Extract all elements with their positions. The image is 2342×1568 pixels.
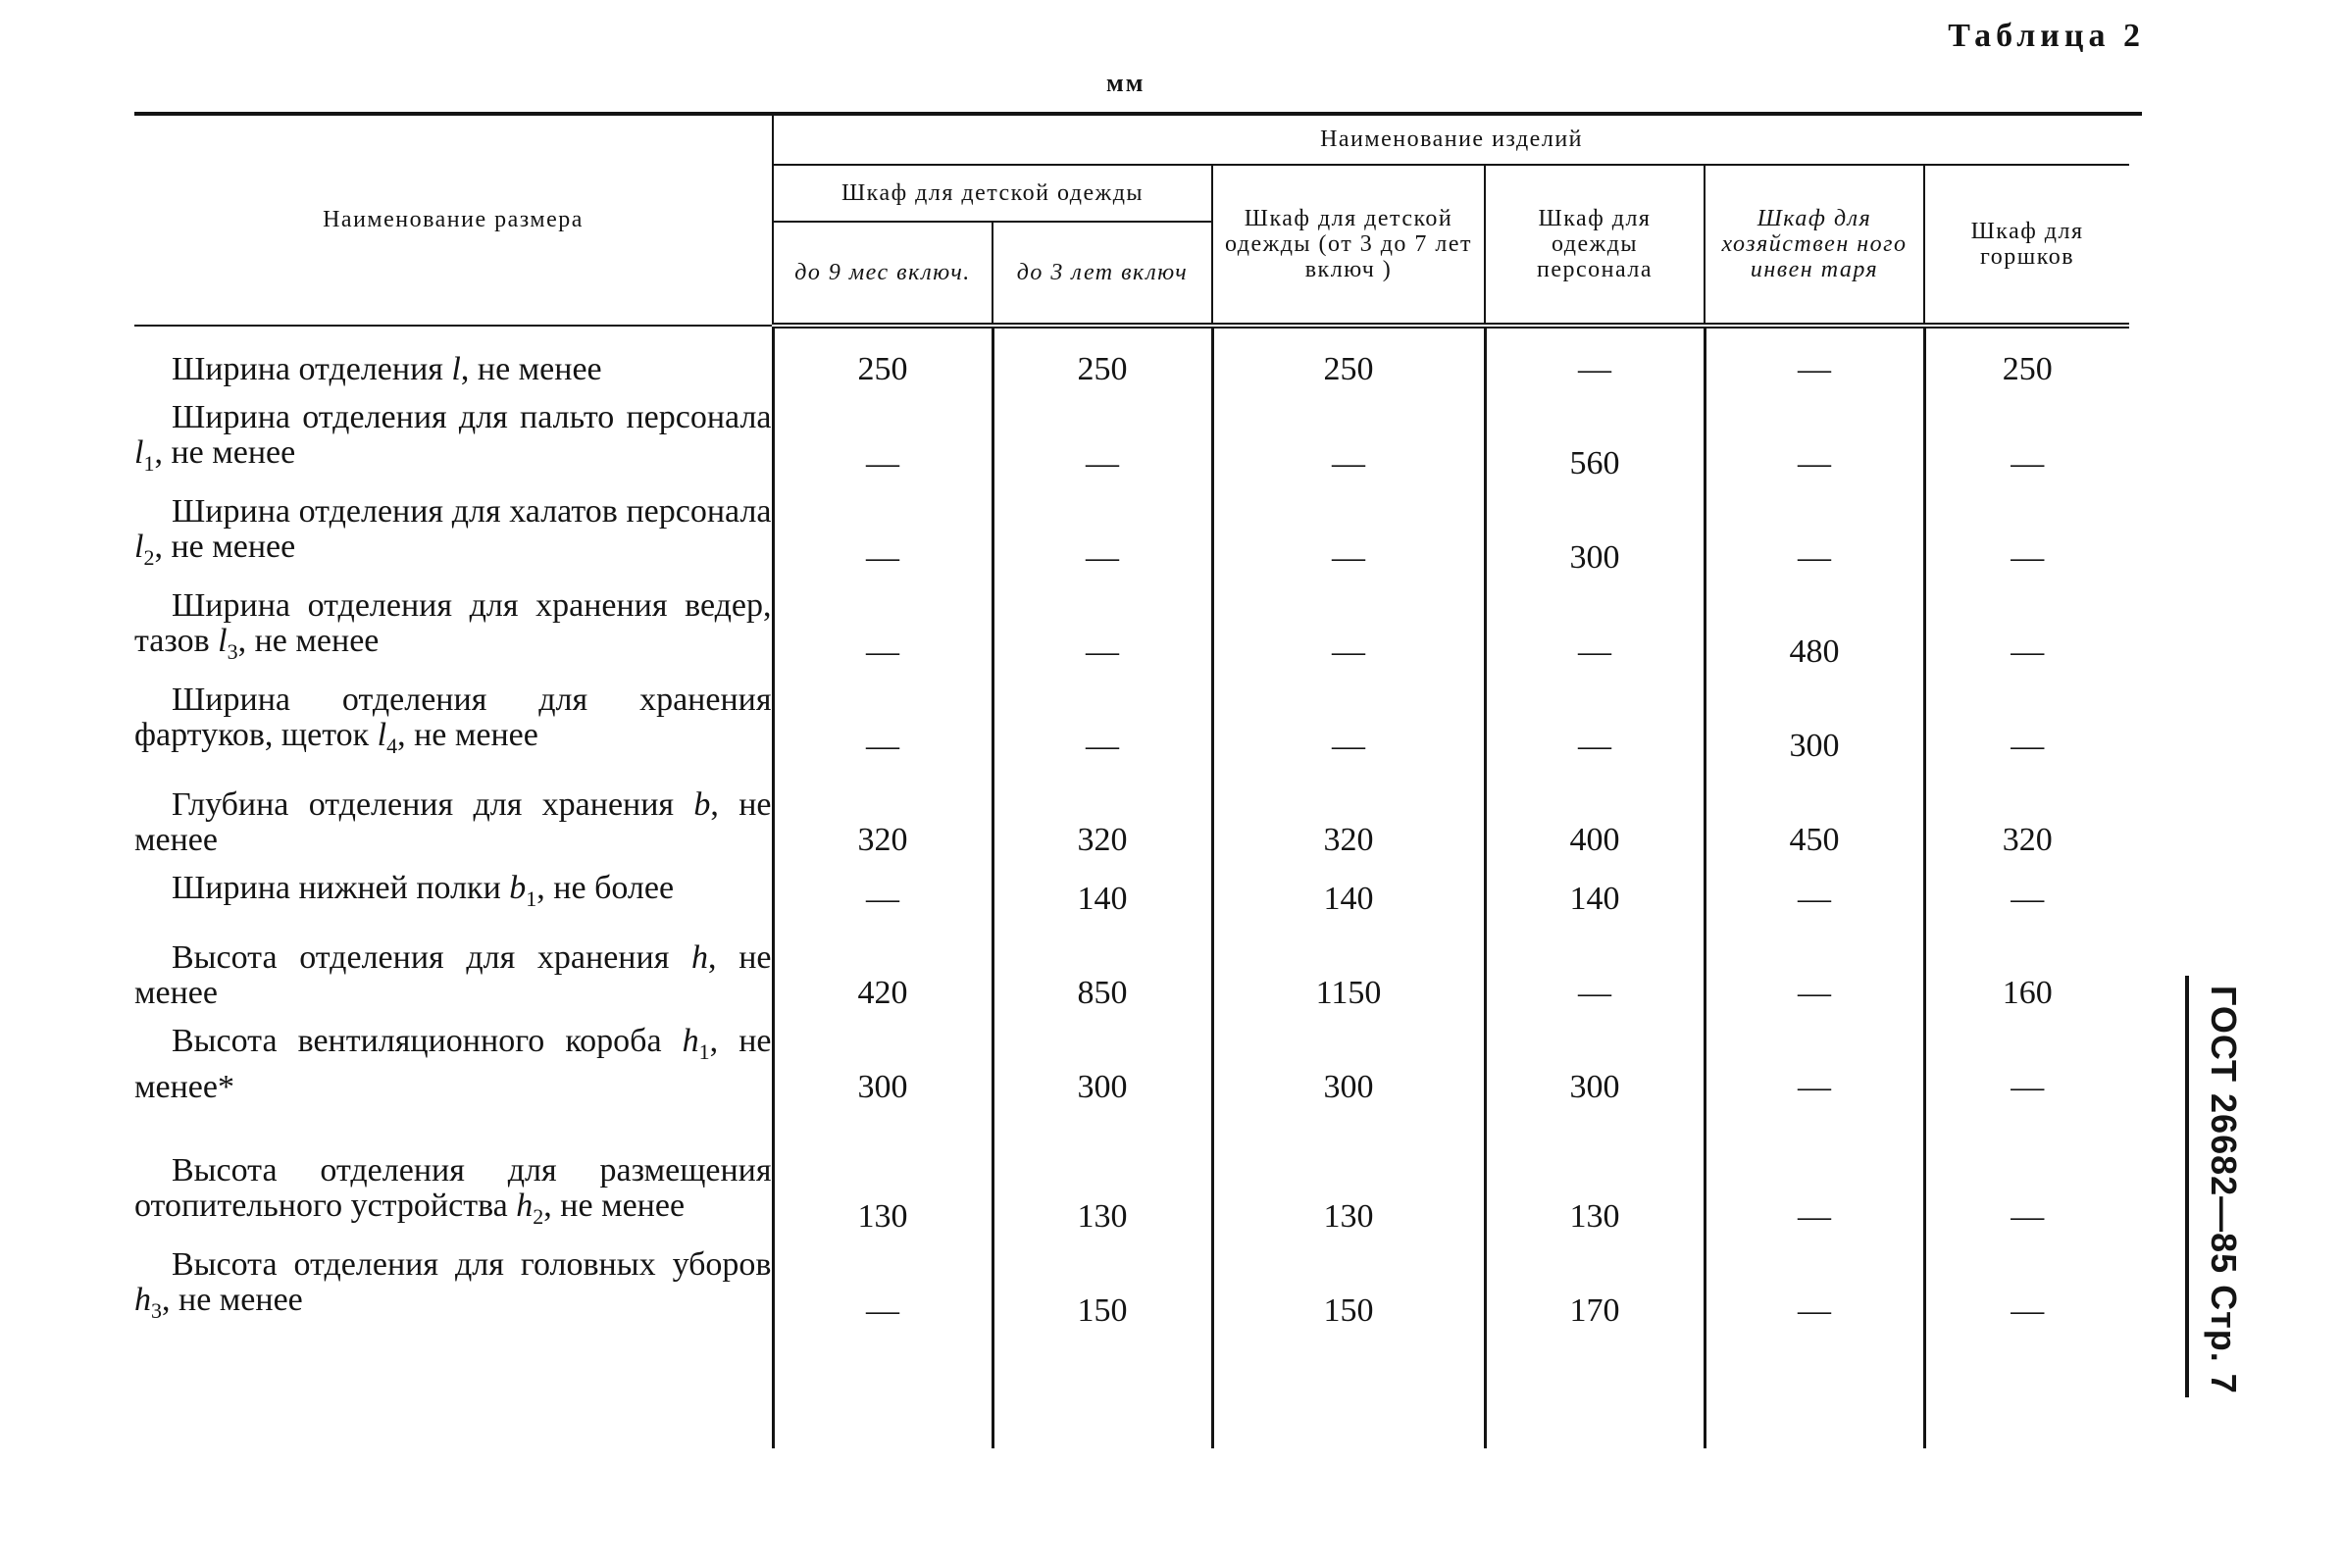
row-value: — xyxy=(1705,393,1924,487)
row-label xyxy=(134,864,773,923)
row-label-text: Ширина отделения для хранения ведер, тазов $l_3$, не менее xyxy=(134,587,772,664)
row-value: — xyxy=(1212,393,1485,487)
row-value: — xyxy=(773,582,993,676)
row-label xyxy=(134,582,773,676)
row-value: 320 xyxy=(1924,770,2129,864)
row-value: 250 xyxy=(773,326,993,393)
row-value: 250 xyxy=(1924,326,2129,393)
row-label xyxy=(134,326,773,393)
row-value: 140 xyxy=(1485,864,1705,923)
row-value: — xyxy=(1705,923,1924,1017)
row-value: — xyxy=(1924,487,2129,582)
row-value: 480 xyxy=(1705,582,1924,676)
row-value: 130 xyxy=(773,1111,993,1240)
table-row xyxy=(134,864,2129,923)
table-row xyxy=(134,487,2129,582)
row-value: 400 xyxy=(1485,770,1705,864)
row-label-text: Ширина отделения l, не менее xyxy=(172,351,602,387)
side-stamp-text: ГОСТ 26682—85 Стр. 7 xyxy=(2204,986,2244,1394)
row-value: — xyxy=(1485,582,1705,676)
row-label-text: Ширина отделения для хранения фартуков, щеток $l_4$, не менее xyxy=(134,682,772,758)
row-label-text: Высота отделения для хранения h, не менее xyxy=(134,939,772,1011)
row-value: — xyxy=(1924,1240,2129,1335)
header-kids-3-to-7: Шкаф для детской одежды (от 3 до 7 лет включ ) xyxy=(1212,165,1485,326)
row-value: — xyxy=(1924,582,2129,676)
table-row xyxy=(134,770,2129,864)
table-title: Таблица 2 xyxy=(1948,18,2145,54)
header-size-name: Наименование размера xyxy=(134,115,773,326)
header-products-group: Наименование изделий xyxy=(773,115,2129,165)
row-value: — xyxy=(993,582,1212,676)
row-value: — xyxy=(993,393,1212,487)
table-row xyxy=(134,326,2129,393)
row-label xyxy=(134,1017,773,1111)
row-value: — xyxy=(1705,1017,1924,1111)
row-label xyxy=(134,1111,773,1240)
table-body xyxy=(134,326,2129,1448)
row-value: 170 xyxy=(1485,1240,1705,1335)
row-value: — xyxy=(1705,1240,1924,1335)
row-value: — xyxy=(1485,326,1705,393)
row-value: 140 xyxy=(993,864,1212,923)
row-label-text: Ширина отделения для пальто персонала $l_1$, не менее xyxy=(134,399,772,476)
units-label: мм xyxy=(1106,69,1146,97)
row-value: — xyxy=(1485,923,1705,1017)
header-household-wardrobe: Шкаф для хозяйствен ного инвен таря xyxy=(1705,165,1924,326)
row-value: 300 xyxy=(1212,1017,1485,1111)
table-spacer-row xyxy=(134,1335,2129,1448)
row-label-text: Ширина отделения для халатов персонала $l_2$, не менее xyxy=(134,493,772,570)
row-value: — xyxy=(1485,676,1705,770)
row-value: 320 xyxy=(1212,770,1485,864)
row-label xyxy=(134,676,773,770)
row-value: 300 xyxy=(1485,487,1705,582)
row-value: 560 xyxy=(1485,393,1705,487)
row-value: — xyxy=(773,676,993,770)
row-value: 130 xyxy=(993,1111,1212,1240)
row-value: 300 xyxy=(993,1017,1212,1111)
row-value: — xyxy=(1705,1111,1924,1240)
row-value: — xyxy=(773,393,993,487)
row-value: 150 xyxy=(1212,1240,1485,1335)
row-label-text: Глубина отделения для хранения b, не менее xyxy=(134,786,772,858)
row-value: 300 xyxy=(773,1017,993,1111)
row-value: — xyxy=(1924,676,2129,770)
row-value: 1150 xyxy=(1212,923,1485,1017)
row-value: — xyxy=(773,487,993,582)
row-value: — xyxy=(1705,487,1924,582)
row-value: — xyxy=(1212,582,1485,676)
row-value: 850 xyxy=(993,923,1212,1017)
row-value: — xyxy=(993,487,1212,582)
row-value: — xyxy=(1705,326,1924,393)
row-value: 130 xyxy=(1212,1111,1485,1240)
row-value: — xyxy=(993,676,1212,770)
table-row xyxy=(134,1017,2129,1111)
table-row xyxy=(134,393,2129,487)
table-row xyxy=(134,676,2129,770)
row-value: 320 xyxy=(993,770,1212,864)
row-value: 250 xyxy=(993,326,1212,393)
row-value: — xyxy=(1924,393,2129,487)
side-stamp xyxy=(2185,976,2260,1397)
row-value: 250 xyxy=(1212,326,1485,393)
row-label-text: Высота отделения для головных уборов $h_3$, не менее xyxy=(134,1246,772,1323)
row-value: 130 xyxy=(1485,1111,1705,1240)
header-kids-wardrobe: Шкаф для детской одежды xyxy=(773,165,1212,222)
header-sub-3-years: до 3 лет включ xyxy=(993,222,1212,326)
row-value: — xyxy=(1212,487,1485,582)
row-value: 450 xyxy=(1705,770,1924,864)
row-label xyxy=(134,1240,773,1335)
header-sub-9-months: до 9 мес включ. xyxy=(773,222,993,326)
row-value: 160 xyxy=(1924,923,2129,1017)
row-value: — xyxy=(773,864,993,923)
row-label xyxy=(134,487,773,582)
row-value: 140 xyxy=(1212,864,1485,923)
row-value: 150 xyxy=(993,1240,1212,1335)
row-value: — xyxy=(1924,1111,2129,1240)
row-value: — xyxy=(1705,864,1924,923)
header-potty-wardrobe: Шкаф для горшков xyxy=(1924,165,2129,326)
dimensions-table xyxy=(134,115,2129,1448)
row-value: 300 xyxy=(1485,1017,1705,1111)
row-label xyxy=(134,393,773,487)
row-value: — xyxy=(1924,864,2129,923)
row-value: — xyxy=(773,1240,993,1335)
table-row xyxy=(134,923,2129,1017)
row-label xyxy=(134,770,773,864)
row-label-text: Высота вентиляционного короба $h_1$, не менее* xyxy=(134,1023,772,1105)
row-label xyxy=(134,923,773,1017)
table-row xyxy=(134,582,2129,676)
row-value: 320 xyxy=(773,770,993,864)
row-value: 420 xyxy=(773,923,993,1017)
row-label-text: Высота отделения для размещения отопительного устройства $h_2$, не менее xyxy=(134,1152,772,1229)
header-staff-wardrobe: Шкаф для одежды персонала xyxy=(1485,165,1705,326)
row-label-text: Ширина нижней полки $b_1$, не более xyxy=(172,870,675,911)
table-row xyxy=(134,1240,2129,1335)
table-header xyxy=(134,115,2129,326)
row-value: 300 xyxy=(1705,676,1924,770)
row-value: — xyxy=(1924,1017,2129,1111)
row-value: — xyxy=(1212,676,1485,770)
table-row xyxy=(134,1111,2129,1240)
